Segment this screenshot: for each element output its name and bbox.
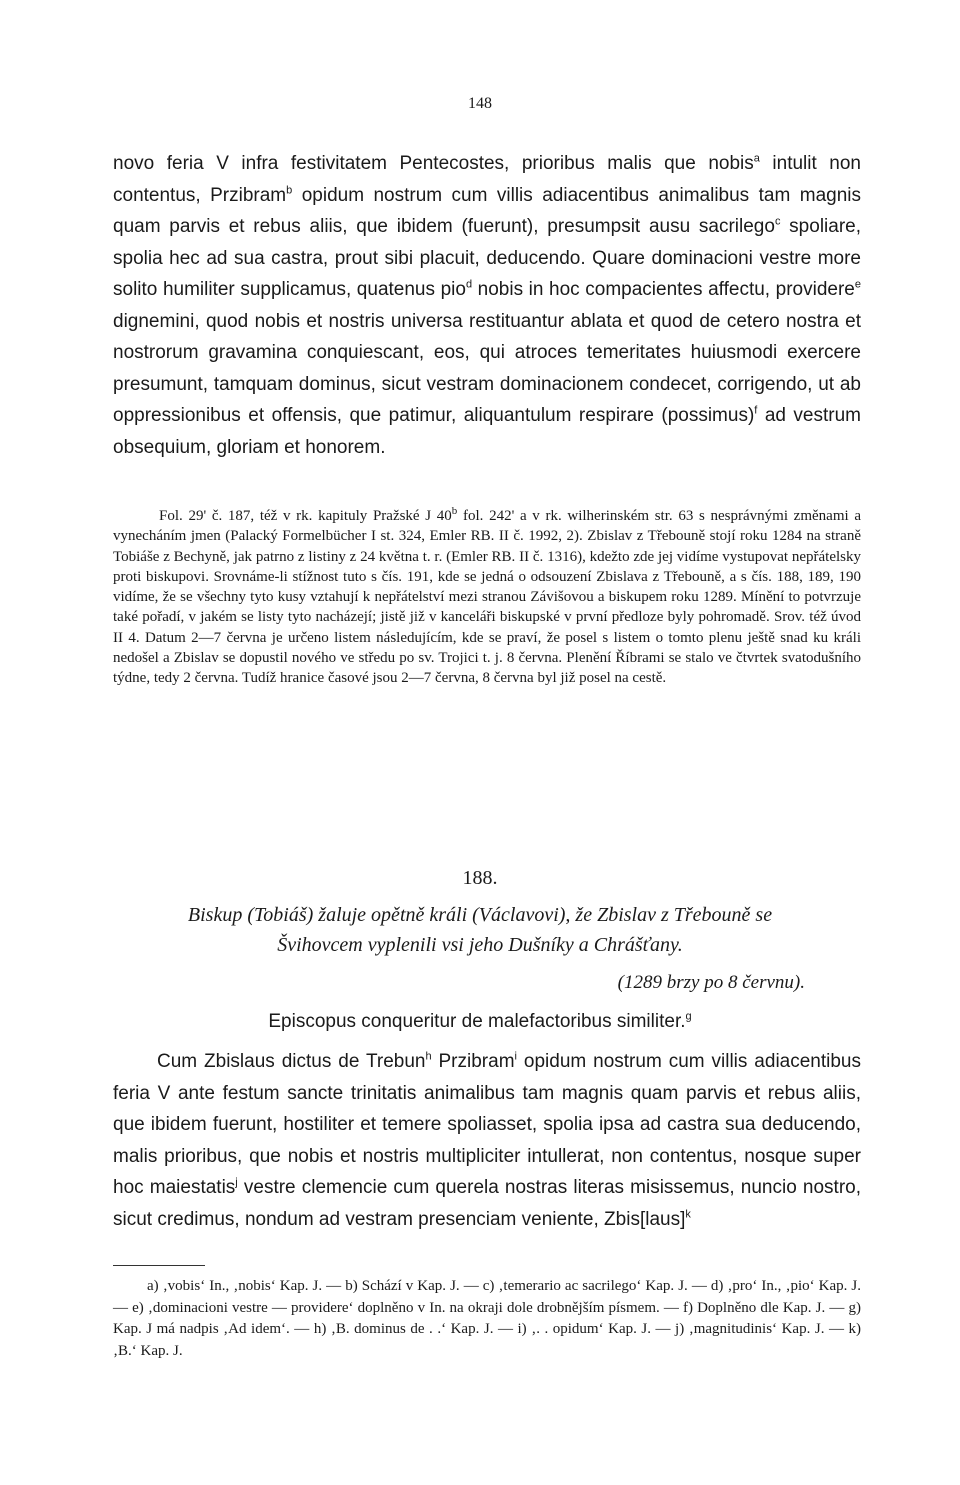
footnote-marker: c (774, 215, 781, 228)
footnote-marker: b (451, 505, 458, 517)
footnote-marker: b (286, 184, 293, 197)
document-date: (1289 brzy po 8 červnu). (617, 972, 805, 993)
previous-document-text (113, 148, 861, 463)
footnote-separator (113, 1265, 205, 1266)
editorial-commentary (113, 506, 861, 689)
previous-document-paragraph: novo feria V infra festivitatem Pentecostes, prioribus malis que nobis$^a$ intulit non contentus, Przibram$^b$ opidum nostrum cum villis adiacentibus animalibus tam magnis quam parvis et rebus aliis, que ibidem (fuerunt), presumpsit ausu sacrilego$^c$ spoliare, spolia hec ad sua castra, prout sibi placuit, deducendo. Quare dominacioni vestre more solito humiliter supplicamus, quatenus pio$^d$ nobis in hoc compacientes affectu, providere$^e$ dignemini, quod nobis et nostris universa restituantur ablata et quod de cetero nostra et nostrorum gravamina conquiescant, eos, qui atroces temeritates huiusmodi exercere presumunt, tamquam dominus, sicut vestram dominacionem condecet, corrigendo, ut ab oppressionibus et offensis, que patimur, aliquantulum respirare (possimus)$^f$ ad vestrum obsequium, gloriam et honorem. (113, 152, 861, 458)
commentary-paragraph: Fol. 29' č. 187, též v rk. kapituly Pražské J 40$^b$ fol. 242' a v rk. wilherinském str. 63 s nesprávnými změnami a vynecháním jmen (Palacký Formelbücher I st. 324, Emler RB. II č. 1992, 2). Zbislav z Třebouně stojí roku 1284 na straně Tobiáše z Bechyně, jak patrno z listiny z 24 května t. r. (Emler RB. II č. 1316), kdežto zde jej vidíme vystupovat nepřátelsky proti biskupovi. Srovnáme-li stížnost tuto s čís. 191, kde se jedná o odsouzení Zbislava z Třebouně, a s čís. 188, 189, 190 vidíme, že se všechny tyto kusy vztahují k nepřátelství mezi stranou Závišovou a biskupem roku 1289. Mínění to potvrzuje také pořadí, v jakém se listy tyto nacházejí; jistě již v kanceláři biskupské v první předloze byly pohromadě. Srov. též úvod II 4. Datum 2—7 června je určeno listem následujícím, kde se praví, že posel s listem o tomto plenu ještě snad ku králi nedošel a Zbislav se dopustil nového ve středu po sv. Trojici t. j. 8 června. Plenění Říbrami se stalo ve čtvrtek svatodušního týdne, tedy 2 června. Tudíž hranice časové jsou 2—7 června, 8 června byl již posel na cestě. (113, 505, 861, 687)
footnote-marker: k (685, 1208, 691, 1221)
document-regest (100, 900, 860, 960)
footnote-marker: g (685, 1010, 692, 1023)
regest-line-1: Biskup (Tobiáš) žaluje opětně králi (Václavovi), že Zbislav z Třebouně se (187, 904, 773, 926)
document-paragraph: Cum Zbislaus dictus de Trebun$^h$ Przibram$^i$ opidum nostrum cum villis adiacentibus feria V ante festum sancte trinitatis animalibus tam magnis quam parvis et rebus aliis, que ibidem fuerunt, hostiliter et temere spoliasset, spolia ipsa ad castra sua deducendo, malis prioribus, que nobis et nostris multipliciter intullerat, non contentus, nosque super hoc maiestatis$^j$ vestre clemencie cum querela nostras literas misissemus, nuncio nostro, sicut credimus, nondum ad vestram presenciam veniente, Zbis[laus]$^k$ (113, 1050, 861, 1230)
regest-line-2: Švihovcem vyplenili vsi jeho Dušníky a Chrášťany. (277, 934, 683, 956)
footnote-marker: d (465, 278, 473, 291)
document-text (113, 1046, 861, 1235)
document-number: 188. (462, 867, 498, 889)
footnote-marker: j (235, 1176, 238, 1189)
footnotes (113, 1276, 861, 1362)
footnote-marker: i (514, 1050, 517, 1063)
footnote-marker: a (753, 152, 760, 165)
footnotes-paragraph: a) ‚vobis‘ In., ‚nobis‘ Kap. J. — b) Schází v Kap. J. — c) ‚temerario ac sacrilego‘ Kap. J. — d) ‚pro‘ In., ‚pio‘ Kap. J. — e) ‚dominacioni vestre — providere‘ doplněno v In. na okraji dole drobnějším písmem. — f) Doplněno dle Kap. J. — g) Kap. J má nadpis ‚Ad idem‘. — h) ‚B. dominus de . .‘ Kap. J. — i) ‚. . opidum‘ Kap. J. — j) ‚magnitudinis‘ Kap. J. — k) ‚B.‘ Kap. J. (113, 1278, 861, 1359)
footnote-marker: f (754, 404, 758, 417)
page-number: 148 (468, 95, 492, 112)
document-heading: Episcopus conqueritur de malefactoribus similiter.$^g$ (268, 1010, 692, 1032)
footnote-marker: h (425, 1050, 432, 1063)
footnote-marker: e (854, 278, 861, 291)
